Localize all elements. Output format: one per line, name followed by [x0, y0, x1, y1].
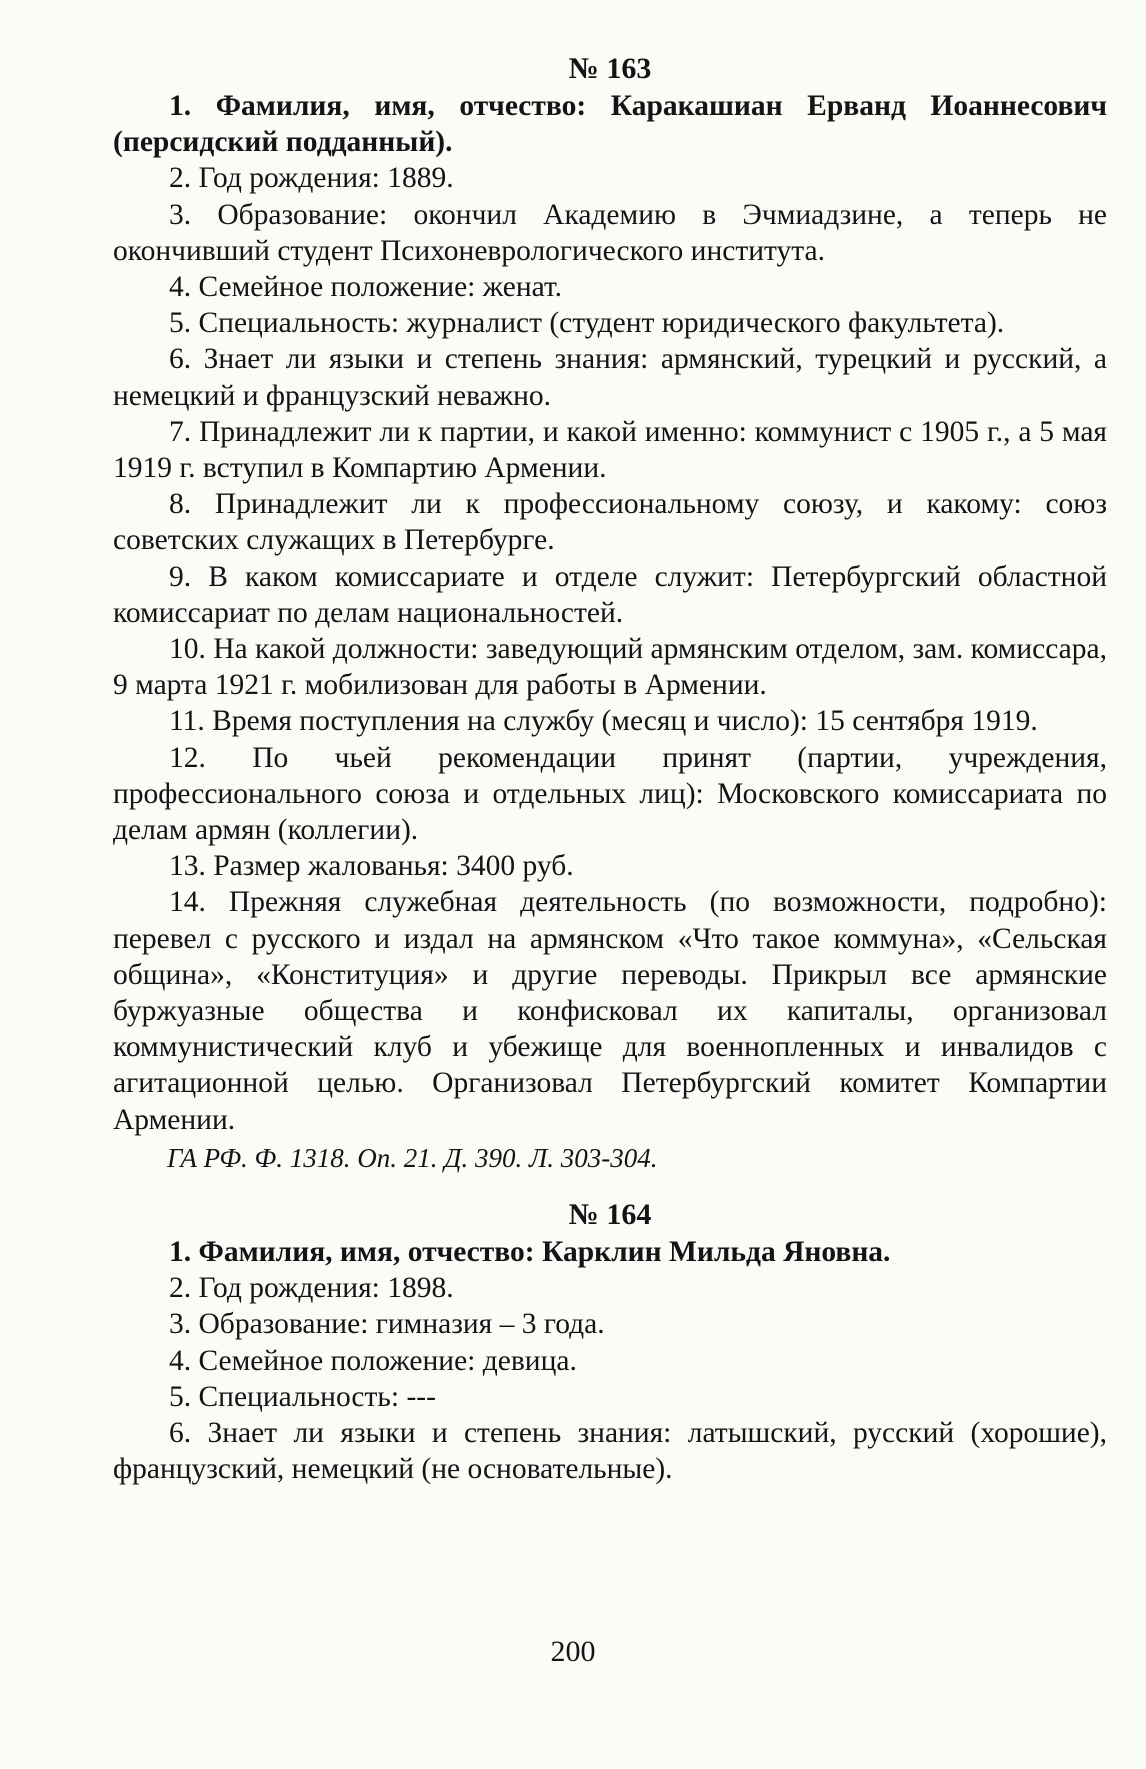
- item-value: Петербургский областной комиссариат по делам национальностей.: [113, 560, 1108, 629]
- item-commissariat: [113, 559, 1107, 631]
- item-label: 1. Фамилия, имя, отчество:: [169, 90, 587, 122]
- item-party: [113, 414, 1107, 486]
- item-union: [113, 486, 1107, 558]
- item-value: армянский, турецкий и русский, а немецкий и французский неважно.: [113, 343, 1108, 412]
- item-name: [113, 1234, 1107, 1270]
- item-start-date: [113, 703, 1107, 739]
- item-label: 4. Семейное положение:: [169, 1344, 476, 1377]
- item-value: журналист (студент юридического факультета).: [406, 307, 1005, 340]
- item-label: 14. Прежняя служебная деятельность (по возможности, подробно):: [169, 886, 1107, 919]
- item-value: ---: [406, 1380, 436, 1413]
- item-value: Карклин Мильда Яновна.: [541, 1235, 891, 1268]
- item-label: 7. Принадлежит ли к партии, и какой именно:: [169, 415, 747, 448]
- item-label: 9. В каком комиссариате и отделе служит:: [169, 560, 755, 593]
- item-name: [113, 88, 1107, 160]
- item-label: 4. Семейное положение:: [169, 271, 476, 304]
- item-languages: [113, 341, 1107, 413]
- document-page: [113, 52, 1107, 1487]
- archive-source: ГА РФ. Ф. 1318. Оп. 21. Д. 390. Л. 303-304.: [167, 1142, 658, 1173]
- item-value: 1898.: [387, 1272, 454, 1305]
- item-value: Каракашиан Ерванд Иоаннесович (персидский подданный).: [113, 90, 1108, 159]
- item-label: 2. Год рождения:: [169, 162, 380, 195]
- item-label: 5. Специальность:: [169, 307, 400, 340]
- item-label: 2. Год рождения:: [169, 1272, 380, 1305]
- item-education: [113, 197, 1107, 269]
- item-value: женат.: [482, 271, 563, 304]
- item-value: девица.: [482, 1344, 577, 1377]
- item-label: 3. Образование:: [169, 198, 388, 231]
- page-number: 200: [550, 1635, 596, 1668]
- item-label: 5. Специальность:: [169, 1380, 400, 1413]
- item-education: [113, 1306, 1107, 1342]
- item-salary: [113, 848, 1107, 884]
- item-value: 15 сентября 1919.: [815, 705, 1038, 738]
- document-164: [113, 1198, 1107, 1487]
- item-languages: [113, 1415, 1107, 1487]
- item-birth-year: [113, 1270, 1107, 1306]
- item-label: 12. По чьей рекомендации принят (партии, учреждения, профессионального союза и отдельных лиц):: [113, 741, 1107, 810]
- item-marital-status: [113, 269, 1107, 305]
- item-position: [113, 631, 1107, 703]
- item-value: союз советских служащих в Петербурге.: [113, 488, 1107, 557]
- item-value: заведующий армянским отделом, зам. комиссара, 9 марта 1921 г. мобилизован для работы в Армении.: [113, 633, 1107, 702]
- document-number: № 164: [568, 1197, 652, 1231]
- item-label: 10. На какой должности:: [169, 633, 479, 666]
- item-specialty: [113, 305, 1107, 341]
- item-label: 6. Знает ли языки и степень знания:: [169, 1416, 672, 1449]
- item-value: гимназия – 3 года.: [375, 1308, 605, 1341]
- item-label: 8. Принадлежит ли к профессиональному союзу, и какому:: [169, 488, 1022, 521]
- document-163: [113, 52, 1107, 1176]
- item-value: окончил Академию в Эчмиадзине, а теперь не окончивший студент Психоневрологического института.: [113, 198, 1107, 267]
- item-value: 3400 руб.: [456, 850, 574, 883]
- item-specialty: [113, 1379, 1107, 1415]
- item-marital-status: [113, 1343, 1107, 1379]
- item-label: 3. Образование:: [169, 1308, 369, 1341]
- item-value: Московского комиссариата по делам армян (коллегии).: [113, 777, 1108, 847]
- document-number: № 163: [568, 52, 652, 85]
- item-label: 11. Время поступления на службу (месяц и число):: [169, 705, 808, 738]
- item-previous-activity: [113, 884, 1107, 1137]
- item-value: коммунист с 1905 г., а 5 мая 1919 г. вступил в Компартию Армении.: [113, 415, 1107, 485]
- item-value: латышский, русский (хорошие), французский, немецкий (не основательные).: [113, 1416, 1107, 1486]
- item-birth-year: [113, 160, 1107, 196]
- item-label: 13. Размер жалованья:: [169, 850, 449, 883]
- item-label: 6. Знает ли языки и степень знания:: [169, 343, 649, 376]
- item-label: 1. Фамилия, имя, отчество:: [169, 1235, 535, 1268]
- item-recommendation: [113, 740, 1107, 849]
- item-value: перевел с русского и издал на армянском «Что такое коммуна», «Сельская община», «Конституция» и другие переводы. Прикрыл все армянские буржуазные общества и конфисковал их капиталы, организовал коммунистический клуб и убежище для военнопленных и инвалидов с агитационной целью. Организовал Петербургский комитет Компартии Армении.: [113, 922, 1107, 1136]
- item-value: 1889.: [387, 162, 454, 195]
